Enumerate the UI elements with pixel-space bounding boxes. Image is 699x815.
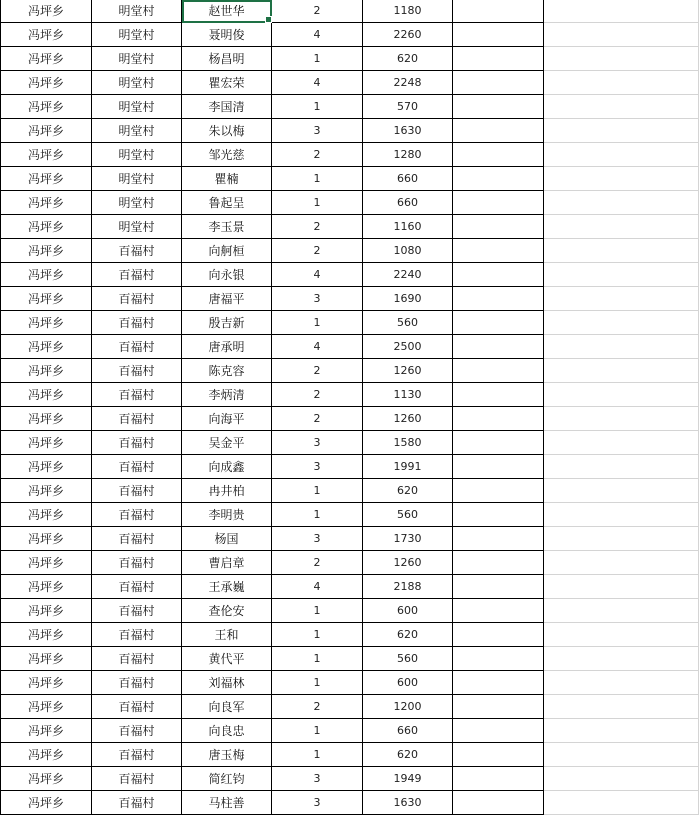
village-cell[interactable]: 百福村 — [92, 383, 182, 407]
township-cell[interactable]: 冯坪乡 — [1, 791, 92, 815]
empty-cell[interactable] — [544, 767, 699, 791]
household-count-cell[interactable]: 2 — [272, 0, 363, 23]
village-cell[interactable]: 明堂村 — [92, 143, 182, 167]
name-cell[interactable]: 马柱善 — [182, 791, 272, 815]
village-cell[interactable]: 明堂村 — [92, 215, 182, 239]
empty-cell[interactable] — [453, 215, 544, 239]
household-count-cell[interactable]: 2 — [272, 359, 363, 383]
table-row — [1, 743, 699, 767]
township-cell[interactable]: 冯坪乡 — [1, 455, 92, 479]
village-cell[interactable]: 百福村 — [92, 599, 182, 623]
empty-cell[interactable] — [544, 359, 699, 383]
township-cell[interactable]: 冯坪乡 — [1, 119, 92, 143]
village-cell[interactable]: 明堂村 — [92, 95, 182, 119]
name-cell[interactable]: 殷吉新 — [182, 311, 272, 335]
table-row — [1, 71, 699, 95]
township-cell[interactable]: 冯坪乡 — [1, 215, 92, 239]
amount-cell[interactable]: 1630 — [363, 791, 453, 815]
empty-cell[interactable] — [544, 647, 699, 671]
township-cell[interactable]: 冯坪乡 — [1, 431, 92, 455]
village-cell[interactable]: 百福村 — [92, 575, 182, 599]
village-cell[interactable]: 百福村 — [92, 647, 182, 671]
amount-cell[interactable]: 2188 — [363, 575, 453, 599]
empty-cell[interactable] — [544, 95, 699, 119]
empty-cell[interactable] — [453, 143, 544, 167]
village-cell[interactable]: 百福村 — [92, 455, 182, 479]
township-cell[interactable]: 冯坪乡 — [1, 671, 92, 695]
household-count-cell[interactable]: 1 — [272, 623, 363, 647]
amount-cell[interactable]: 1180 — [363, 0, 453, 23]
township-cell[interactable]: 冯坪乡 — [1, 479, 92, 503]
household-count-cell[interactable]: 1 — [272, 671, 363, 695]
name-cell[interactable]: 冉井柏 — [182, 479, 272, 503]
township-cell[interactable]: 冯坪乡 — [1, 167, 92, 191]
empty-cell[interactable] — [544, 71, 699, 95]
empty-cell[interactable] — [453, 239, 544, 263]
township-cell[interactable]: 冯坪乡 — [1, 311, 92, 335]
amount-cell[interactable]: 570 — [363, 95, 453, 119]
empty-cell[interactable] — [544, 23, 699, 47]
empty-cell[interactable] — [453, 383, 544, 407]
name-cell[interactable]: 李明贵 — [182, 503, 272, 527]
household-count-cell[interactable]: 1 — [272, 95, 363, 119]
household-count-cell[interactable]: 1 — [272, 743, 363, 767]
village-cell[interactable]: 百福村 — [92, 695, 182, 719]
village-cell[interactable]: 百福村 — [92, 623, 182, 647]
empty-cell[interactable] — [544, 335, 699, 359]
empty-cell[interactable] — [453, 527, 544, 551]
empty-cell[interactable] — [544, 791, 699, 815]
name-cell[interactable]: 唐玉梅 — [182, 743, 272, 767]
amount-cell[interactable]: 2260 — [363, 23, 453, 47]
name-cell[interactable]: 瞿楠 — [182, 167, 272, 191]
household-count-cell[interactable]: 3 — [272, 431, 363, 455]
township-cell[interactable]: 冯坪乡 — [1, 575, 92, 599]
name-cell[interactable]: 向成鑫 — [182, 455, 272, 479]
name-cell[interactable]: 王和 — [182, 623, 272, 647]
empty-cell[interactable] — [453, 167, 544, 191]
empty-cell[interactable] — [544, 143, 699, 167]
amount-cell[interactable]: 2500 — [363, 335, 453, 359]
empty-cell[interactable] — [453, 95, 544, 119]
township-cell[interactable]: 冯坪乡 — [1, 503, 92, 527]
empty-cell[interactable] — [544, 383, 699, 407]
empty-cell[interactable] — [453, 407, 544, 431]
household-count-cell[interactable]: 3 — [272, 455, 363, 479]
empty-cell[interactable] — [453, 119, 544, 143]
village-cell[interactable]: 百福村 — [92, 551, 182, 575]
village-cell[interactable]: 百福村 — [92, 335, 182, 359]
empty-cell[interactable] — [453, 23, 544, 47]
village-cell[interactable]: 百福村 — [92, 311, 182, 335]
table-row — [1, 527, 699, 551]
empty-cell[interactable] — [544, 551, 699, 575]
empty-cell[interactable] — [453, 47, 544, 71]
empty-cell[interactable] — [544, 575, 699, 599]
table-row — [1, 695, 699, 719]
amount-cell[interactable]: 560 — [363, 647, 453, 671]
name-cell[interactable]: 陈克容 — [182, 359, 272, 383]
empty-cell[interactable] — [544, 431, 699, 455]
table-row — [1, 23, 699, 47]
empty-cell[interactable] — [544, 239, 699, 263]
name-cell[interactable]: 杨国 — [182, 527, 272, 551]
village-cell[interactable]: 明堂村 — [92, 119, 182, 143]
township-cell[interactable]: 冯坪乡 — [1, 383, 92, 407]
township-cell[interactable]: 冯坪乡 — [1, 263, 92, 287]
township-cell[interactable]: 冯坪乡 — [1, 599, 92, 623]
name-cell[interactable]: 聂明俊 — [182, 23, 272, 47]
empty-cell[interactable] — [544, 47, 699, 71]
empty-cell[interactable] — [544, 191, 699, 215]
empty-cell[interactable] — [453, 671, 544, 695]
household-count-cell[interactable]: 2 — [272, 383, 363, 407]
village-cell[interactable]: 百福村 — [92, 767, 182, 791]
table-row — [1, 119, 699, 143]
household-count-cell[interactable]: 3 — [272, 287, 363, 311]
table-row — [1, 791, 699, 815]
township-cell[interactable]: 冯坪乡 — [1, 647, 92, 671]
household-count-cell[interactable]: 1 — [272, 647, 363, 671]
table-row — [1, 167, 699, 191]
table-row — [1, 503, 699, 527]
empty-cell[interactable] — [544, 407, 699, 431]
name-cell[interactable]: 黄代平 — [182, 647, 272, 671]
amount-cell[interactable]: 560 — [363, 503, 453, 527]
table-body — [1, 0, 699, 815]
empty-cell[interactable] — [453, 263, 544, 287]
empty-cell[interactable] — [544, 599, 699, 623]
village-cell[interactable]: 百福村 — [92, 263, 182, 287]
table-row — [1, 767, 699, 791]
empty-cell[interactable] — [544, 695, 699, 719]
amount-cell[interactable]: 660 — [363, 191, 453, 215]
amount-cell[interactable]: 600 — [363, 599, 453, 623]
name-cell[interactable]: 刘福林 — [182, 671, 272, 695]
household-count-cell[interactable]: 1 — [272, 599, 363, 623]
empty-cell[interactable] — [453, 0, 544, 23]
village-cell[interactable]: 百福村 — [92, 671, 182, 695]
empty-cell[interactable] — [453, 287, 544, 311]
empty-cell[interactable] — [544, 671, 699, 695]
township-cell[interactable]: 冯坪乡 — [1, 527, 92, 551]
township-cell[interactable]: 冯坪乡 — [1, 95, 92, 119]
empty-cell[interactable] — [453, 503, 544, 527]
empty-cell[interactable] — [453, 791, 544, 815]
amount-cell[interactable]: 1260 — [363, 551, 453, 575]
name-cell[interactable]: 李国清 — [182, 95, 272, 119]
table-row — [1, 143, 699, 167]
table-row — [1, 215, 699, 239]
table-row — [1, 407, 699, 431]
township-cell[interactable]: 冯坪乡 — [1, 0, 92, 23]
township-cell[interactable]: 冯坪乡 — [1, 47, 92, 71]
household-count-cell[interactable]: 1 — [272, 311, 363, 335]
empty-cell[interactable] — [544, 263, 699, 287]
household-count-cell[interactable]: 1 — [272, 503, 363, 527]
amount-cell[interactable]: 1200 — [363, 695, 453, 719]
name-cell[interactable]: 向良忠 — [182, 719, 272, 743]
village-cell[interactable]: 明堂村 — [92, 167, 182, 191]
household-count-cell[interactable]: 1 — [272, 479, 363, 503]
amount-cell[interactable]: 1690 — [363, 287, 453, 311]
table-row — [1, 359, 699, 383]
village-cell[interactable]: 明堂村 — [92, 23, 182, 47]
selected-cell[interactable]: 赵世华 — [182, 0, 272, 23]
empty-cell[interactable] — [544, 503, 699, 527]
table-row — [1, 287, 699, 311]
empty-cell[interactable] — [453, 359, 544, 383]
amount-cell[interactable]: 1580 — [363, 431, 453, 455]
village-cell[interactable]: 百福村 — [92, 359, 182, 383]
empty-cell[interactable] — [544, 719, 699, 743]
township-cell[interactable]: 冯坪乡 — [1, 743, 92, 767]
name-cell[interactable]: 唐承明 — [182, 335, 272, 359]
name-cell[interactable]: 简红钧 — [182, 767, 272, 791]
name-cell[interactable]: 向永银 — [182, 263, 272, 287]
township-cell[interactable]: 冯坪乡 — [1, 239, 92, 263]
name-cell[interactable]: 杨昌明 — [182, 47, 272, 71]
household-count-cell[interactable]: 4 — [272, 335, 363, 359]
empty-cell[interactable] — [453, 623, 544, 647]
name-cell[interactable]: 李玉景 — [182, 215, 272, 239]
table-row — [1, 0, 699, 23]
household-count-cell[interactable]: 4 — [272, 575, 363, 599]
village-cell[interactable]: 百福村 — [92, 479, 182, 503]
village-cell[interactable]: 百福村 — [92, 791, 182, 815]
name-cell[interactable]: 查伦安 — [182, 599, 272, 623]
village-cell[interactable]: 百福村 — [92, 287, 182, 311]
amount-cell[interactable]: 1991 — [363, 455, 453, 479]
amount-cell[interactable]: 2240 — [363, 263, 453, 287]
name-cell[interactable]: 朱以梅 — [182, 119, 272, 143]
household-count-cell[interactable]: 3 — [272, 767, 363, 791]
township-cell[interactable]: 冯坪乡 — [1, 551, 92, 575]
empty-cell[interactable] — [544, 479, 699, 503]
household-count-cell[interactable]: 2 — [272, 695, 363, 719]
amount-cell[interactable]: 1160 — [363, 215, 453, 239]
name-cell[interactable]: 鲁起呈 — [182, 191, 272, 215]
table-row — [1, 647, 699, 671]
table-row — [1, 335, 699, 359]
amount-cell[interactable]: 620 — [363, 743, 453, 767]
township-cell[interactable]: 冯坪乡 — [1, 623, 92, 647]
village-cell[interactable]: 百福村 — [92, 407, 182, 431]
table-row — [1, 479, 699, 503]
empty-cell[interactable] — [544, 287, 699, 311]
township-cell[interactable]: 冯坪乡 — [1, 359, 92, 383]
amount-cell[interactable]: 560 — [363, 311, 453, 335]
empty-cell[interactable] — [453, 71, 544, 95]
name-cell[interactable]: 王承巍 — [182, 575, 272, 599]
empty-cell[interactable] — [453, 311, 544, 335]
township-cell[interactable]: 冯坪乡 — [1, 335, 92, 359]
amount-cell[interactable]: 1630 — [363, 119, 453, 143]
household-count-cell[interactable]: 2 — [272, 551, 363, 575]
empty-cell[interactable] — [544, 743, 699, 767]
name-cell[interactable]: 吴金平 — [182, 431, 272, 455]
village-cell[interactable]: 百福村 — [92, 503, 182, 527]
empty-cell[interactable] — [453, 767, 544, 791]
amount-cell[interactable]: 1260 — [363, 359, 453, 383]
table-row — [1, 239, 699, 263]
household-count-cell[interactable]: 1 — [272, 167, 363, 191]
township-cell[interactable]: 冯坪乡 — [1, 767, 92, 791]
table-row — [1, 47, 699, 71]
empty-cell[interactable] — [544, 455, 699, 479]
empty-cell[interactable] — [544, 0, 699, 23]
empty-cell[interactable] — [544, 167, 699, 191]
amount-cell[interactable]: 660 — [363, 719, 453, 743]
household-count-cell[interactable]: 4 — [272, 23, 363, 47]
household-count-cell[interactable]: 2 — [272, 215, 363, 239]
village-cell[interactable]: 明堂村 — [92, 71, 182, 95]
amount-cell[interactable]: 1080 — [363, 239, 453, 263]
table-row — [1, 263, 699, 287]
empty-cell[interactable] — [453, 479, 544, 503]
fill-handle[interactable] — [265, 16, 272, 23]
name-cell[interactable]: 李炳清 — [182, 383, 272, 407]
amount-cell[interactable]: 1280 — [363, 143, 453, 167]
household-count-cell[interactable]: 4 — [272, 71, 363, 95]
village-cell[interactable]: 百福村 — [92, 527, 182, 551]
household-count-cell[interactable]: 1 — [272, 191, 363, 215]
table-row — [1, 551, 699, 575]
household-count-cell[interactable]: 1 — [272, 47, 363, 71]
empty-cell[interactable] — [453, 335, 544, 359]
name-cell[interactable]: 瞿宏荣 — [182, 71, 272, 95]
township-cell[interactable]: 冯坪乡 — [1, 191, 92, 215]
table-row — [1, 383, 699, 407]
household-count-cell[interactable]: 3 — [272, 527, 363, 551]
table-row — [1, 719, 699, 743]
empty-cell[interactable] — [544, 119, 699, 143]
table-row — [1, 95, 699, 119]
township-cell[interactable]: 冯坪乡 — [1, 719, 92, 743]
township-cell[interactable]: 冯坪乡 — [1, 143, 92, 167]
village-cell[interactable]: 百福村 — [92, 719, 182, 743]
amount-cell[interactable]: 1130 — [363, 383, 453, 407]
amount-cell[interactable]: 1949 — [363, 767, 453, 791]
amount-cell[interactable]: 620 — [363, 623, 453, 647]
empty-cell[interactable] — [544, 623, 699, 647]
empty-cell[interactable] — [453, 599, 544, 623]
name-cell[interactable]: 曹启章 — [182, 551, 272, 575]
empty-cell[interactable] — [453, 695, 544, 719]
empty-cell[interactable] — [453, 743, 544, 767]
village-cell[interactable]: 明堂村 — [92, 0, 182, 23]
village-cell[interactable]: 明堂村 — [92, 47, 182, 71]
township-cell[interactable]: 冯坪乡 — [1, 23, 92, 47]
household-count-cell[interactable]: 2 — [272, 407, 363, 431]
household-count-cell[interactable]: 4 — [272, 263, 363, 287]
township-cell[interactable]: 冯坪乡 — [1, 287, 92, 311]
empty-cell[interactable] — [453, 431, 544, 455]
table-row — [1, 623, 699, 647]
amount-cell[interactable]: 600 — [363, 671, 453, 695]
amount-cell[interactable]: 2248 — [363, 71, 453, 95]
name-cell[interactable]: 唐福平 — [182, 287, 272, 311]
name-cell[interactable]: 向舸桓 — [182, 239, 272, 263]
township-cell[interactable]: 冯坪乡 — [1, 71, 92, 95]
amount-cell[interactable]: 620 — [363, 47, 453, 71]
township-cell[interactable]: 冯坪乡 — [1, 695, 92, 719]
empty-cell[interactable] — [453, 575, 544, 599]
village-cell[interactable]: 明堂村 — [92, 191, 182, 215]
name-cell[interactable]: 向良军 — [182, 695, 272, 719]
empty-cell[interactable] — [544, 311, 699, 335]
empty-cell[interactable] — [453, 551, 544, 575]
table-row — [1, 311, 699, 335]
amount-cell[interactable]: 620 — [363, 479, 453, 503]
amount-cell[interactable]: 660 — [363, 167, 453, 191]
name-cell[interactable]: 向海平 — [182, 407, 272, 431]
empty-cell[interactable] — [453, 719, 544, 743]
empty-cell[interactable] — [544, 215, 699, 239]
empty-cell[interactable] — [453, 647, 544, 671]
household-count-cell[interactable]: 2 — [272, 239, 363, 263]
table-row — [1, 575, 699, 599]
household-count-cell[interactable]: 2 — [272, 143, 363, 167]
empty-cell[interactable] — [544, 527, 699, 551]
township-cell[interactable]: 冯坪乡 — [1, 407, 92, 431]
name-cell[interactable]: 邹光慈 — [182, 143, 272, 167]
table-row — [1, 599, 699, 623]
household-count-cell[interactable]: 1 — [272, 719, 363, 743]
amount-cell[interactable]: 1260 — [363, 407, 453, 431]
table-row — [1, 455, 699, 479]
amount-cell[interactable]: 1730 — [363, 527, 453, 551]
empty-cell[interactable] — [453, 455, 544, 479]
empty-cell[interactable] — [453, 191, 544, 215]
table-row — [1, 431, 699, 455]
table-row — [1, 191, 699, 215]
household-count-cell[interactable]: 3 — [272, 791, 363, 815]
village-cell[interactable]: 百福村 — [92, 431, 182, 455]
household-count-cell[interactable]: 3 — [272, 119, 363, 143]
village-cell[interactable]: 百福村 — [92, 743, 182, 767]
village-cell[interactable]: 百福村 — [92, 239, 182, 263]
table-row — [1, 671, 699, 695]
